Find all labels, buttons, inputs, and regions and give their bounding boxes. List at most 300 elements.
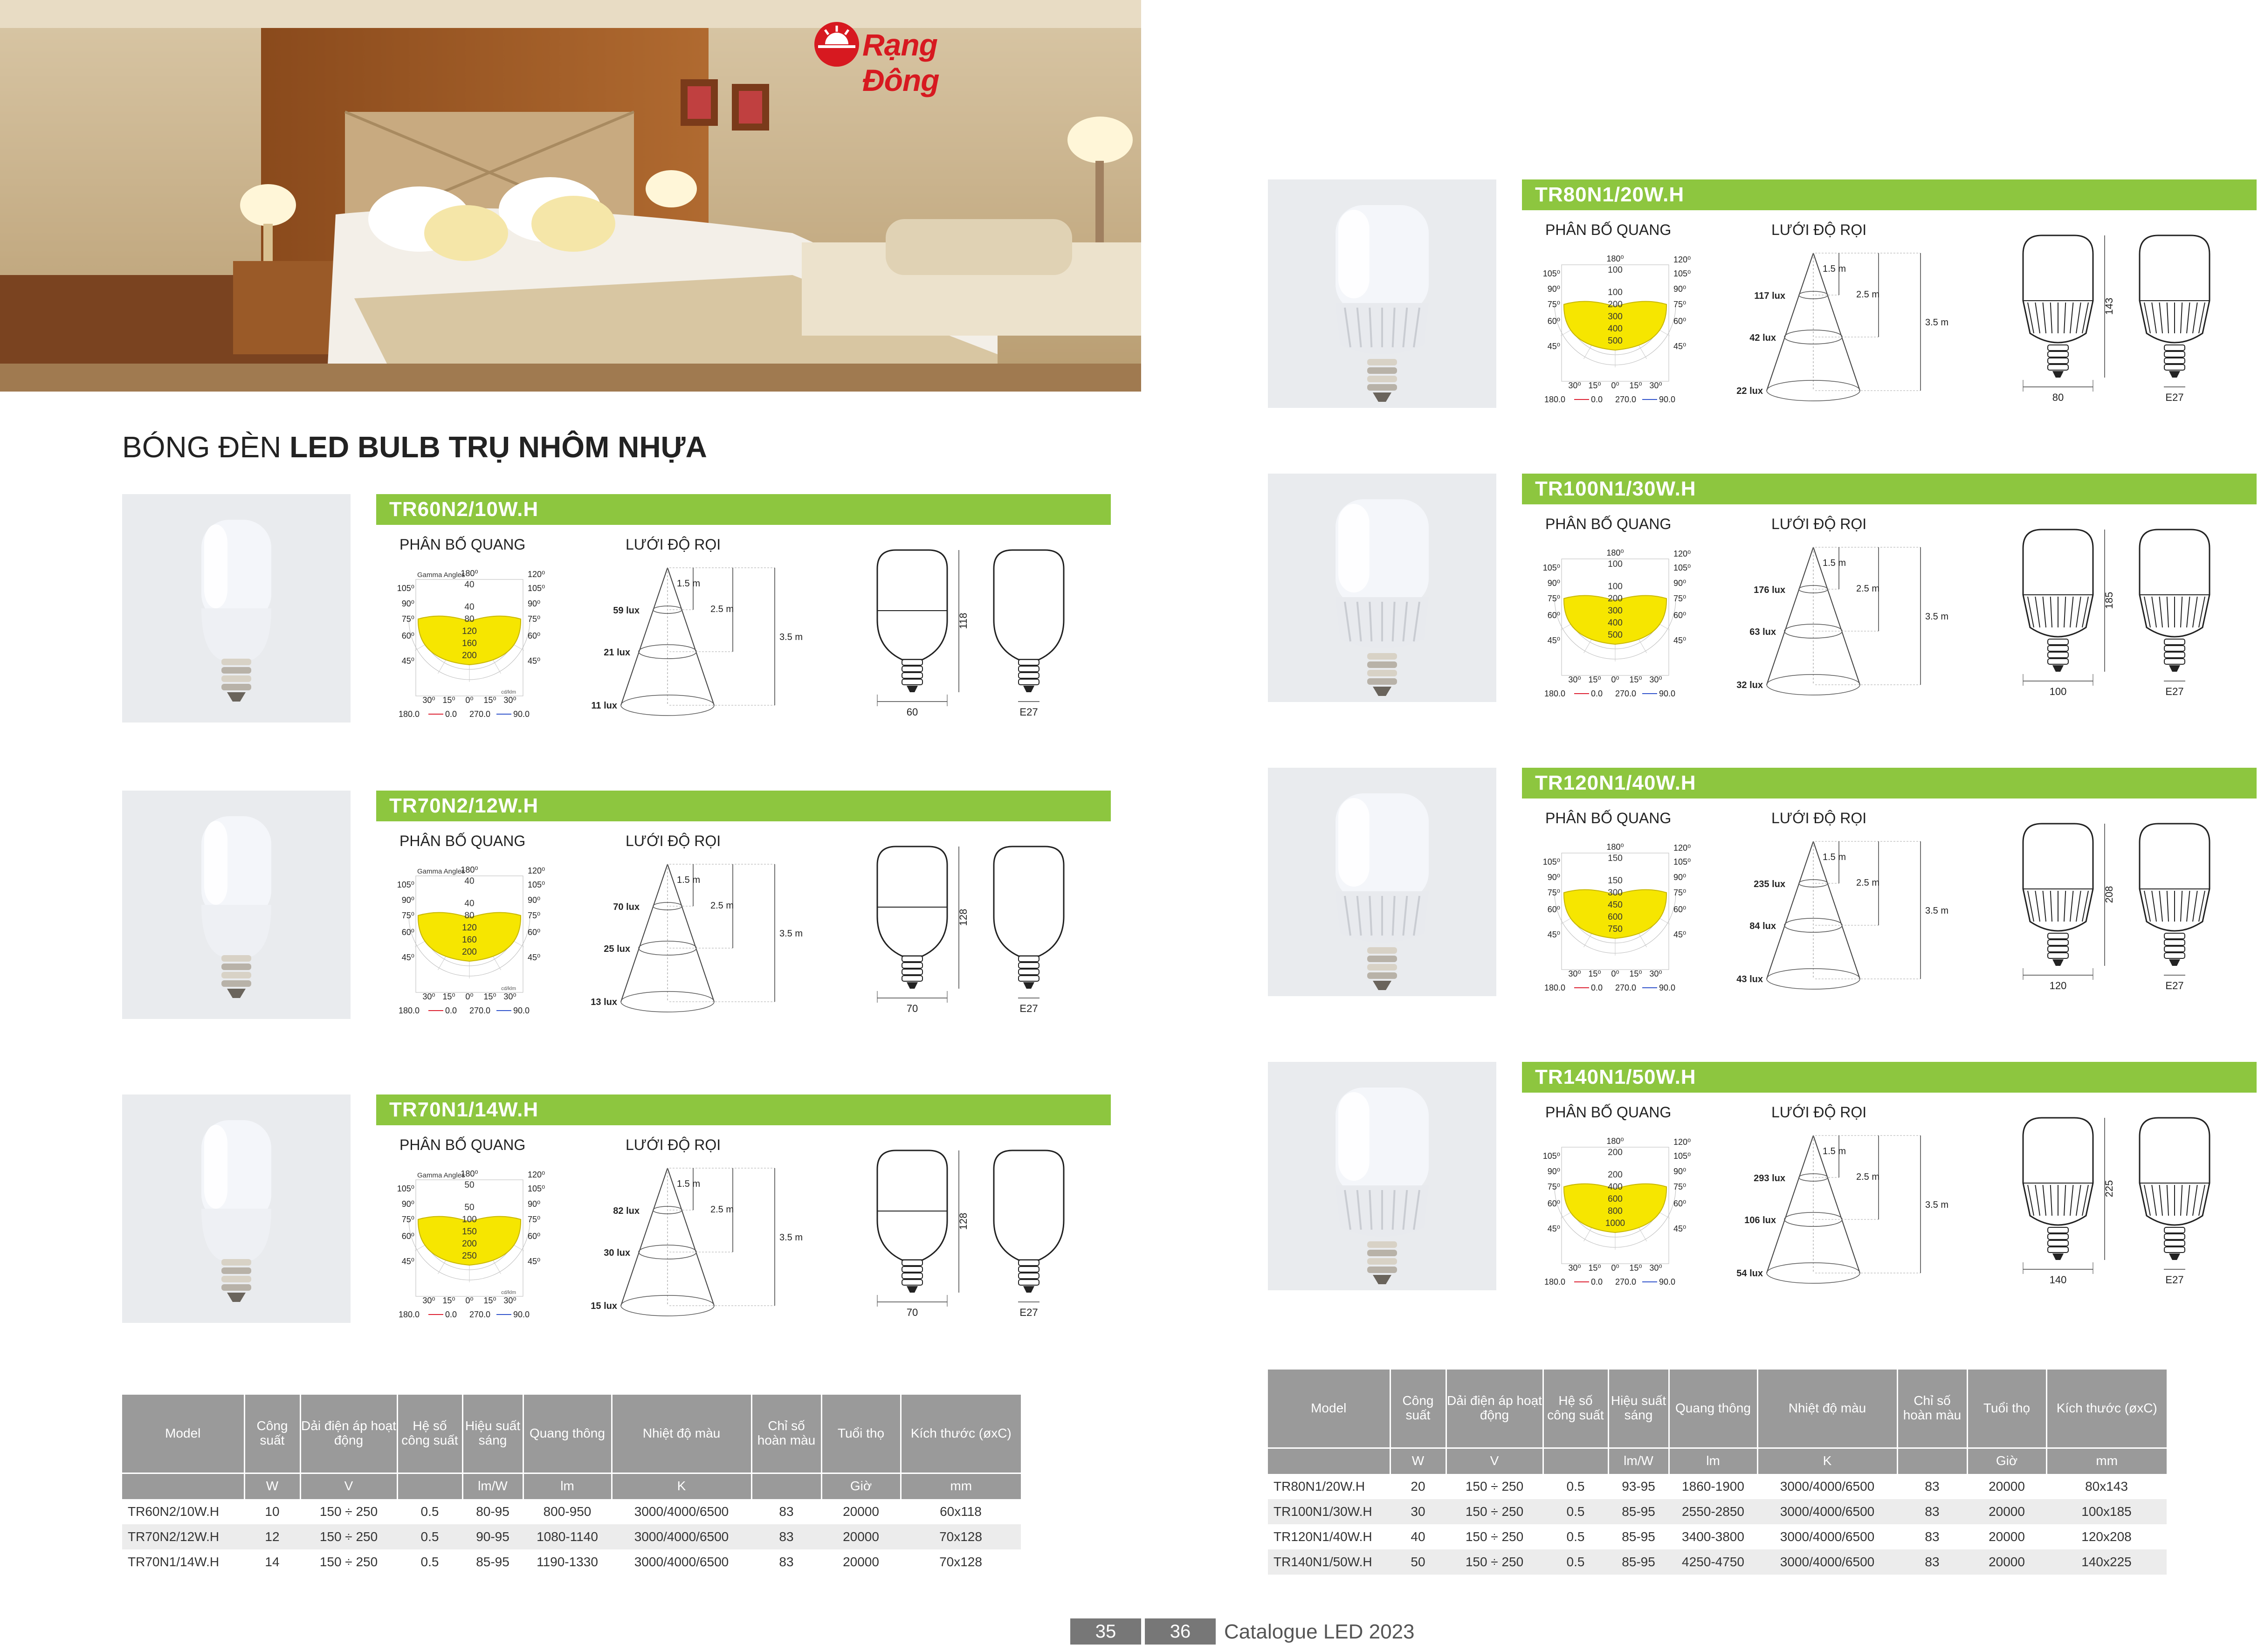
title-prefix: BÓNG ĐÈN bbox=[122, 430, 290, 464]
distance-label: 1.5 m bbox=[677, 578, 701, 589]
dimension-drawing bbox=[2014, 814, 2256, 996]
legend-label: 90.0 bbox=[1659, 689, 1676, 698]
angle-label: 45⁰ bbox=[401, 1257, 414, 1266]
catalogue-title: Catalogue LED 2023 bbox=[1224, 1620, 1415, 1643]
lux-label: 176 lux bbox=[1754, 585, 1785, 595]
legend-label: 0.0 bbox=[445, 1310, 457, 1319]
spec-table-left bbox=[122, 1395, 1021, 1575]
angle-label: 60⁰ bbox=[1673, 1199, 1687, 1208]
angle-label: 45⁰ bbox=[528, 1257, 541, 1266]
angle-label: 90⁰ bbox=[1673, 284, 1687, 294]
angle-label: 30⁰ bbox=[1649, 381, 1662, 390]
base-type-label: E27 bbox=[1019, 1003, 1038, 1014]
angle-label: 0⁰ bbox=[1611, 675, 1619, 684]
bulb-photo bbox=[122, 494, 351, 723]
polar-chart-container bbox=[376, 855, 563, 1018]
ring-value: 200 bbox=[462, 947, 477, 957]
bulb-photo-frame bbox=[1268, 1062, 1496, 1290]
angle-label: 90⁰ bbox=[1673, 873, 1687, 882]
angle-label: 60⁰ bbox=[401, 631, 414, 640]
angle-label: 105⁰ bbox=[1673, 1151, 1691, 1161]
ring-value: 40 bbox=[464, 580, 475, 590]
table-cell-k: 3000/4000/6500 bbox=[634, 1504, 729, 1519]
unit-blank bbox=[1897, 1448, 1967, 1474]
illuminance-cone-chart bbox=[588, 558, 849, 722]
light-distribution-chart bbox=[1522, 244, 1708, 407]
legend-label: 0.0 bbox=[1591, 395, 1603, 404]
table-cell-mm: 80x143 bbox=[2085, 1479, 2128, 1494]
ring-value: 150 bbox=[1608, 854, 1623, 863]
dimension-container bbox=[868, 837, 1110, 1019]
unit-life: Giờ bbox=[821, 1473, 901, 1499]
angle-label: 90⁰ bbox=[528, 1199, 541, 1209]
legend-label: 0.0 bbox=[1591, 689, 1603, 698]
ring-value: 160 bbox=[462, 639, 477, 648]
illuminance-cone-chart bbox=[1734, 538, 1995, 701]
base-type-label: E27 bbox=[1019, 706, 1038, 718]
ring-value: 300 bbox=[1608, 606, 1623, 616]
table-cell-model: TR70N2/12W.H bbox=[122, 1524, 244, 1549]
ring-value: 450 bbox=[1608, 900, 1623, 910]
distance-label: 3.5 m bbox=[1925, 317, 1949, 328]
legend-label: 90.0 bbox=[513, 709, 530, 719]
table-cell-mm: 70x128 bbox=[901, 1524, 1021, 1549]
angle-label: 30⁰ bbox=[1568, 381, 1581, 390]
angle-label: 90⁰ bbox=[1547, 578, 1560, 588]
ring-value: 200 bbox=[462, 651, 477, 661]
angle-label: 45⁰ bbox=[1547, 1224, 1560, 1233]
angle-label: 105⁰ bbox=[528, 880, 545, 889]
distance-label: 2.5 m bbox=[1856, 584, 1880, 594]
table-cell-eff: 85-95 bbox=[1608, 1499, 1669, 1524]
model-title-bar bbox=[1522, 1062, 2257, 1093]
illuminance-cone-chart bbox=[588, 855, 849, 1018]
table-row bbox=[122, 1524, 1021, 1549]
table-row bbox=[122, 1499, 1021, 1524]
angle-label: 105⁰ bbox=[1542, 857, 1560, 867]
bulb-photo bbox=[122, 791, 351, 1019]
legend-label: 0.0 bbox=[445, 709, 457, 719]
angle-label: 60⁰ bbox=[1547, 1199, 1560, 1208]
bulb-photo bbox=[1268, 1062, 1496, 1290]
width-dimension: 140 bbox=[2049, 1274, 2067, 1286]
angle-label: 120⁰ bbox=[1673, 549, 1691, 558]
light-distribution-chart bbox=[1522, 1126, 1708, 1289]
bulb-photo-frame bbox=[122, 1094, 351, 1323]
page-title bbox=[122, 430, 707, 464]
table-cell-k: 3000/4000/6500 bbox=[634, 1555, 729, 1569]
legend-label: 270.0 bbox=[1615, 1277, 1637, 1287]
table-row bbox=[1268, 1474, 2167, 1499]
model-name: TR60N2/10W.H bbox=[389, 498, 539, 521]
legend-label: 180.0 bbox=[1544, 689, 1566, 698]
angle-label: 0⁰ bbox=[465, 695, 474, 705]
angle-label: 75⁰ bbox=[528, 1215, 541, 1224]
model-name: TR70N1/14W.H bbox=[389, 1098, 539, 1121]
illuminance-cone-chart bbox=[1734, 832, 1995, 995]
angle-label: 60⁰ bbox=[1673, 317, 1687, 326]
ring-value: 600 bbox=[1608, 1194, 1623, 1204]
angle-label: 60⁰ bbox=[1673, 611, 1687, 620]
table-cell-ra: 83 bbox=[1925, 1479, 1940, 1494]
table-cell-w: 10 bbox=[265, 1504, 280, 1519]
angle-label: 90⁰ bbox=[528, 599, 541, 608]
angle-label: 105⁰ bbox=[397, 880, 414, 889]
angle-label: 60⁰ bbox=[401, 1232, 414, 1241]
height-dimension: 143 bbox=[2103, 297, 2115, 315]
angle-label: 75⁰ bbox=[401, 614, 414, 624]
angle-label: 120⁰ bbox=[528, 1170, 545, 1179]
angle-label: 45⁰ bbox=[401, 953, 414, 962]
angle-label: 30⁰ bbox=[422, 1296, 435, 1305]
illuminance-cone-chart bbox=[1734, 244, 1995, 407]
ring-value: 300 bbox=[1608, 312, 1623, 322]
polar-chart-container bbox=[1522, 538, 1708, 701]
table-cell-v: 150 ÷ 250 bbox=[319, 1504, 378, 1519]
angle-label: 60⁰ bbox=[1547, 611, 1560, 620]
angle-label: 75⁰ bbox=[1547, 594, 1560, 603]
table-cell-eff: 93-95 bbox=[1622, 1479, 1655, 1494]
ring-value: 400 bbox=[1608, 1182, 1623, 1192]
angle-label: 90⁰ bbox=[528, 895, 541, 905]
table-cell-lm: 2550-2850 bbox=[1669, 1499, 1757, 1524]
model-name: TR140N1/50W.H bbox=[1535, 1066, 1696, 1088]
table-cell-lm: 3400-3800 bbox=[1682, 1529, 1744, 1544]
width-dimension: 70 bbox=[906, 1307, 918, 1318]
illuminance-label: LƯỚI ĐỘ RỌI bbox=[626, 1136, 721, 1153]
table-cell-v: 150 ÷ 250 bbox=[300, 1524, 397, 1549]
angle-label: 30⁰ bbox=[503, 695, 516, 705]
angle-label: 45⁰ bbox=[401, 656, 414, 666]
legend-label: 180.0 bbox=[399, 709, 420, 719]
legend-label: 180.0 bbox=[1544, 395, 1566, 404]
table-cell-w: 20 bbox=[1411, 1479, 1425, 1494]
polar-chart-container bbox=[1522, 244, 1708, 407]
angle-label: 0⁰ bbox=[1611, 969, 1619, 978]
gamma-angles-label: Gamma Angles bbox=[417, 571, 465, 579]
legend-label: 180.0 bbox=[1544, 983, 1566, 992]
table-cell-k: 3000/4000/6500 bbox=[1757, 1549, 1897, 1575]
angle-label: 45⁰ bbox=[1673, 1224, 1687, 1233]
table-cell-model: TR120N1/40W.H bbox=[1274, 1529, 1372, 1544]
angle-label: 90⁰ bbox=[1547, 284, 1560, 294]
distance-label: 1.5 m bbox=[1823, 1146, 1846, 1156]
unit-blank bbox=[1543, 1448, 1608, 1474]
angle-label: 15⁰ bbox=[442, 992, 455, 1001]
height-dimension: 118 bbox=[957, 613, 969, 629]
table-cell-w: 14 bbox=[265, 1555, 280, 1569]
bulb-photo-frame bbox=[1268, 768, 1496, 996]
angle-label: 90⁰ bbox=[1673, 578, 1687, 588]
angle-label: 45⁰ bbox=[1547, 342, 1560, 351]
unit-blank bbox=[122, 1473, 244, 1499]
angle-label: 60⁰ bbox=[528, 928, 541, 937]
table-cell-model: TR80N1/20W.H bbox=[1274, 1479, 1365, 1494]
light-distribution-chart bbox=[376, 1159, 563, 1322]
ring-value: 50 bbox=[464, 1203, 475, 1212]
table-cell-mm: 60x118 bbox=[940, 1504, 982, 1519]
angle-label: 75⁰ bbox=[1673, 300, 1687, 309]
unit-power: W bbox=[1390, 1448, 1446, 1474]
angle-label: 180⁰ bbox=[1606, 842, 1624, 852]
gamma-angles-label: Gamma Angles bbox=[417, 1171, 465, 1179]
lux-label: 84 lux bbox=[1749, 921, 1776, 931]
angle-label: 45⁰ bbox=[1673, 342, 1687, 351]
angle-label: 15⁰ bbox=[442, 695, 455, 705]
distance-label: 3.5 m bbox=[779, 632, 803, 642]
angle-label: 75⁰ bbox=[528, 911, 541, 920]
angle-label: 75⁰ bbox=[1547, 888, 1560, 897]
legend-label: 0.0 bbox=[1591, 983, 1603, 992]
angle-label: 120⁰ bbox=[528, 570, 545, 579]
cone-chart-container bbox=[588, 855, 849, 1018]
th-size: Kích thước (øxC) bbox=[2046, 1370, 2167, 1448]
model-title-bar bbox=[376, 494, 1111, 525]
angle-label: 0⁰ bbox=[1611, 1263, 1619, 1273]
legend-label: 270.0 bbox=[469, 709, 491, 719]
table-row bbox=[1268, 1524, 2167, 1549]
angle-label: 15⁰ bbox=[483, 992, 496, 1001]
ring-value: 50 bbox=[464, 1180, 475, 1190]
angle-label: 30⁰ bbox=[1649, 969, 1662, 978]
unit-size: mm bbox=[901, 1473, 1021, 1499]
angle-label: 90⁰ bbox=[401, 1199, 414, 1209]
page-number-left: 35 bbox=[1070, 1618, 1141, 1645]
th-cct: Nhiệt độ màu bbox=[612, 1395, 751, 1473]
angle-label: 15⁰ bbox=[1588, 969, 1601, 978]
legend-label: 180.0 bbox=[399, 1006, 420, 1015]
table-cell-pf: 0.5 bbox=[420, 1555, 439, 1569]
table-cell-pf: 0.5 bbox=[1566, 1479, 1585, 1494]
legend-label: 90.0 bbox=[513, 1310, 530, 1319]
lux-label: 15 lux bbox=[591, 1301, 617, 1311]
product-card bbox=[1268, 474, 2258, 702]
base-type-label: E27 bbox=[2165, 980, 2184, 991]
angle-label: 30⁰ bbox=[1649, 675, 1662, 684]
angle-label: 15⁰ bbox=[1588, 1263, 1601, 1273]
brand-name: Rạng Đông bbox=[862, 28, 939, 97]
table-cell-pf: 0.5 bbox=[1543, 1549, 1608, 1575]
table-row bbox=[122, 1549, 1021, 1575]
table-cell-v: 150 ÷ 250 bbox=[319, 1555, 378, 1569]
angle-label: 105⁰ bbox=[1542, 563, 1560, 572]
table-cell-h: 20000 bbox=[1967, 1499, 2046, 1524]
legend-label: 90.0 bbox=[1659, 395, 1676, 404]
table-cell-w: 30 bbox=[1390, 1499, 1446, 1524]
model-title-bar bbox=[376, 791, 1111, 821]
table-cell-lm: 1190-1330 bbox=[537, 1555, 598, 1569]
angle-label: 0⁰ bbox=[465, 1296, 474, 1305]
distance-label: 1.5 m bbox=[677, 1179, 701, 1189]
dimension-container bbox=[2014, 814, 2256, 996]
angle-label: 60⁰ bbox=[1547, 317, 1560, 326]
base-type-label: E27 bbox=[2165, 1274, 2184, 1286]
table-cell-h: 20000 bbox=[843, 1504, 879, 1519]
width-dimension: 70 bbox=[906, 1003, 918, 1014]
angle-label: 105⁰ bbox=[397, 584, 414, 593]
model-title-bar bbox=[1522, 179, 2257, 210]
legend-label: 90.0 bbox=[1659, 1277, 1676, 1287]
lux-label: 117 lux bbox=[1754, 291, 1785, 301]
product-card bbox=[1268, 768, 2258, 996]
height-dimension: 185 bbox=[2103, 592, 2115, 609]
angle-label: 180⁰ bbox=[461, 865, 478, 874]
dimension-drawing bbox=[2014, 520, 2256, 702]
polar-chart-container bbox=[1522, 1126, 1708, 1289]
legend-label: 270.0 bbox=[1615, 689, 1637, 698]
angle-label: 180⁰ bbox=[461, 1169, 478, 1178]
illuminance-label: LƯỚI ĐỘ RỌI bbox=[1771, 516, 1867, 532]
angle-label: 30⁰ bbox=[1649, 1263, 1662, 1273]
polar-chart-container bbox=[1522, 832, 1708, 995]
dimension-container bbox=[868, 541, 1110, 723]
product-card bbox=[1268, 1062, 2258, 1290]
table-cell-model: TR100N1/30W.H bbox=[1268, 1499, 1390, 1524]
model-name: TR70N2/12W.H bbox=[389, 794, 539, 817]
angle-label: 45⁰ bbox=[1673, 636, 1687, 645]
polar-chart-container bbox=[376, 1159, 563, 1322]
th-power: Công suất bbox=[1390, 1370, 1446, 1448]
unit-efficacy: lm/W bbox=[1608, 1448, 1669, 1474]
angle-label: 90⁰ bbox=[401, 599, 414, 608]
table-cell-eff: 85-95 bbox=[1608, 1549, 1669, 1575]
lux-label: 22 lux bbox=[1736, 386, 1763, 396]
ring-value: 200 bbox=[1608, 1148, 1623, 1157]
base-type-label: E27 bbox=[2165, 392, 2184, 403]
table-cell-eff: 85-95 bbox=[476, 1555, 509, 1569]
th-efficacy: Hiệu suất sáng bbox=[462, 1395, 523, 1473]
product-card bbox=[122, 791, 1176, 1019]
width-dimension: 60 bbox=[906, 706, 918, 718]
angle-label: 180⁰ bbox=[1606, 254, 1624, 263]
cone-chart-container bbox=[1734, 1126, 1995, 1289]
ring-value: 100 bbox=[1608, 265, 1623, 275]
th-power: Công suất bbox=[244, 1395, 300, 1473]
angle-label: 30⁰ bbox=[1568, 1263, 1581, 1273]
lux-label: 82 lux bbox=[613, 1206, 640, 1216]
table-cell-mm: 140x225 bbox=[2046, 1549, 2167, 1575]
th-cri: Chỉ số hoàn màu bbox=[751, 1395, 821, 1473]
ring-value: 200 bbox=[1608, 300, 1623, 310]
angle-label: 90⁰ bbox=[1547, 873, 1560, 882]
angle-label: 120⁰ bbox=[1673, 843, 1691, 853]
table-cell-lm: 800-950 bbox=[543, 1504, 592, 1519]
table-cell-k: 3000/4000/6500 bbox=[1757, 1499, 1897, 1524]
th-life: Tuổi thọ bbox=[821, 1395, 901, 1473]
width-dimension: 120 bbox=[2049, 980, 2067, 991]
ring-value: 150 bbox=[1608, 876, 1623, 886]
ring-value: 1000 bbox=[1605, 1218, 1625, 1228]
distance-label: 1.5 m bbox=[1823, 264, 1846, 274]
bulb-photo-frame bbox=[1268, 474, 1496, 702]
angle-label: 15⁰ bbox=[1629, 969, 1642, 978]
lux-label: 13 lux bbox=[591, 997, 617, 1007]
table-cell-h: 20000 bbox=[1967, 1549, 2046, 1575]
unit-efficacy: lm/W bbox=[462, 1473, 523, 1499]
table-cell-ra: 83 bbox=[779, 1504, 794, 1519]
angle-label: 15⁰ bbox=[442, 1296, 455, 1305]
table-cell-model: TR70N1/14W.H bbox=[128, 1555, 220, 1569]
table-cell-w: 40 bbox=[1411, 1529, 1425, 1544]
angle-label: 60⁰ bbox=[528, 1232, 541, 1241]
table-cell-pf: 0.5 bbox=[397, 1524, 462, 1549]
distance-label: 3.5 m bbox=[1925, 612, 1949, 622]
cone-chart-container bbox=[1734, 538, 1995, 701]
light-distribution-chart bbox=[1522, 832, 1708, 995]
angle-label: 30⁰ bbox=[422, 695, 435, 705]
table-cell-ra: 83 bbox=[1925, 1529, 1940, 1544]
model-name: TR80N1/20W.H bbox=[1535, 183, 1685, 206]
ring-value: 100 bbox=[462, 1215, 477, 1225]
illuminance-label: LƯỚI ĐỘ RỌI bbox=[1771, 810, 1867, 826]
angle-label: 30⁰ bbox=[503, 1296, 516, 1305]
model-title-bar bbox=[1522, 474, 2257, 504]
angle-label: 105⁰ bbox=[528, 1184, 545, 1193]
table-cell-lm: 4250-4750 bbox=[1669, 1549, 1757, 1575]
angle-label: 60⁰ bbox=[1673, 905, 1687, 914]
angle-label: 75⁰ bbox=[401, 911, 414, 920]
angle-label: 105⁰ bbox=[397, 1184, 414, 1193]
table-cell-model: TR140N1/50W.H bbox=[1268, 1549, 1390, 1575]
angle-label: 30⁰ bbox=[1568, 969, 1581, 978]
lux-label: 21 lux bbox=[604, 647, 630, 658]
ring-value: 40 bbox=[464, 876, 475, 886]
dimension-drawing bbox=[868, 1141, 1110, 1323]
angle-label: 75⁰ bbox=[401, 1215, 414, 1224]
distance-label: 3.5 m bbox=[1925, 1200, 1949, 1210]
light-distribution-chart bbox=[376, 855, 563, 1018]
dimension-drawing bbox=[868, 541, 1110, 723]
th-life: Tuổi thọ bbox=[1967, 1370, 2046, 1448]
light-distribution-label: PHÂN BỐ QUANG bbox=[399, 536, 526, 553]
angle-label: 90⁰ bbox=[401, 895, 414, 905]
model-title-bar bbox=[1522, 768, 2257, 798]
ring-value: 200 bbox=[1608, 1170, 1623, 1180]
height-dimension: 128 bbox=[957, 1212, 969, 1230]
ring-value: 160 bbox=[462, 935, 477, 945]
unit-life: Giờ bbox=[1967, 1448, 2046, 1474]
angle-label: 90⁰ bbox=[1547, 1167, 1560, 1176]
distance-label: 2.5 m bbox=[1856, 1172, 1880, 1182]
table-cell-v: 150 ÷ 250 bbox=[1465, 1479, 1524, 1494]
bulb-photo-frame bbox=[122, 791, 351, 1019]
cone-chart-container bbox=[588, 1159, 849, 1322]
angle-label: 75⁰ bbox=[1547, 1182, 1560, 1191]
distance-label: 2.5 m bbox=[710, 1205, 734, 1215]
angle-label: 15⁰ bbox=[483, 1296, 496, 1305]
table-cell-v: 150 ÷ 250 bbox=[1446, 1549, 1543, 1575]
ring-value: 40 bbox=[464, 602, 475, 612]
distance-label: 1.5 m bbox=[1823, 852, 1846, 862]
light-distribution-label: PHÂN BỐ QUANG bbox=[399, 833, 526, 849]
table-cell-h: 20000 bbox=[1989, 1529, 2025, 1544]
table-cell-h: 20000 bbox=[821, 1524, 901, 1549]
table-cell-model: TR60N2/10W.H bbox=[128, 1504, 220, 1519]
angle-label: 45⁰ bbox=[1547, 930, 1560, 939]
distance-label: 1.5 m bbox=[1823, 558, 1846, 568]
lux-label: 25 lux bbox=[604, 944, 630, 954]
bulb-photo bbox=[1268, 768, 1496, 996]
lux-label: 30 lux bbox=[604, 1248, 630, 1258]
lux-label: 293 lux bbox=[1754, 1173, 1785, 1184]
lux-label: 43 lux bbox=[1736, 974, 1763, 984]
light-distribution-label: PHÂN BỐ QUANG bbox=[1545, 810, 1672, 826]
th-model: Model bbox=[1268, 1370, 1390, 1448]
ring-value: 120 bbox=[462, 626, 477, 636]
legend-label: 270.0 bbox=[1615, 395, 1637, 404]
angle-label: 75⁰ bbox=[528, 614, 541, 624]
angle-label: 180⁰ bbox=[461, 569, 478, 578]
